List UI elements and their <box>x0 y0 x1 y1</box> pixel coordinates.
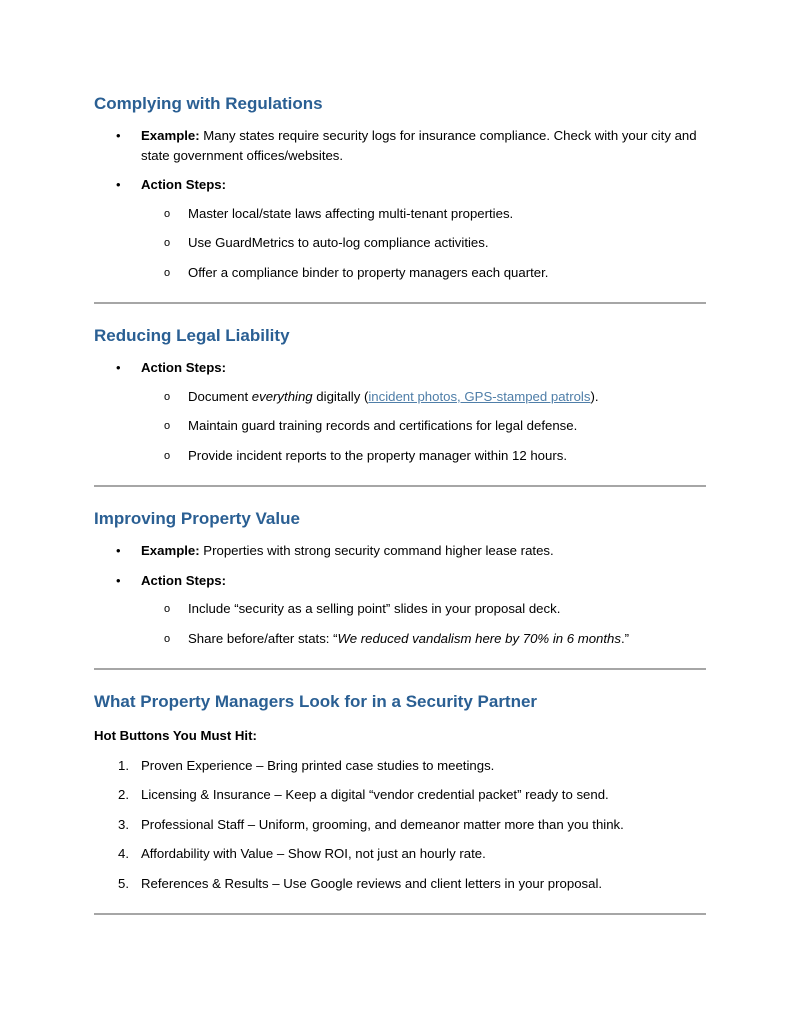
bullet-list <box>94 541 706 648</box>
step-text: Include “security as a selling point” slides in your proposal deck. <box>188 601 561 616</box>
sub-bullet-list <box>94 599 706 648</box>
item-text: Licensing & Insurance – Keep a digital “vendor credential packet” ready to send. <box>141 787 609 802</box>
item-number: 3. <box>118 816 129 832</box>
emphasis-text: We reduced vandalism here by 70% in 6 months <box>337 630 621 646</box>
sub-bullet-item <box>94 204 706 224</box>
bullet-icon: • <box>116 177 121 192</box>
incident-photos-link[interactable]: incident photos, GPS-stamped patrols <box>368 388 591 404</box>
item-number: 1. <box>118 757 129 773</box>
item-number: 5. <box>118 875 129 891</box>
horizontal-divider <box>94 302 706 304</box>
sub-bullet-item <box>94 263 706 283</box>
step-text: Share before/after stats: “ <box>188 630 338 646</box>
numbered-item <box>94 815 706 835</box>
sub-bullet-item <box>94 629 706 649</box>
horizontal-divider <box>94 668 706 670</box>
example-label: Example: <box>141 543 200 558</box>
item-text: Professional Staff – Uniform, grooming, and demeanor matter more than you think. <box>141 816 624 832</box>
step-text: Provide incident reports to the property manager within 12 hours. <box>188 447 567 463</box>
sub-bullet-list <box>94 204 706 283</box>
bullet-item-action-steps <box>94 358 706 465</box>
bullet-icon: • <box>116 543 121 558</box>
circle-bullet-icon: o <box>164 207 171 220</box>
step-text: Master local/state laws affecting multi-tenant properties. <box>188 205 514 221</box>
circle-bullet-icon: o <box>164 266 171 279</box>
emphasis-text: everything <box>251 388 313 404</box>
item-text: References & Results – Use Google reviews and client letters in your proposal. <box>141 875 603 891</box>
item-text: Proven Experience – Bring printed case studies to meetings. <box>141 757 495 773</box>
step-text: .” <box>621 630 630 646</box>
sub-bullet-item <box>94 387 706 407</box>
item-number: 4. <box>118 846 129 861</box>
bullet-item-action-steps <box>94 175 706 282</box>
section-what-property-managers-look-for <box>94 690 706 893</box>
example-label: Example: <box>141 128 200 143</box>
action-steps-label: Action Steps: <box>141 360 226 375</box>
sub-bullet-item <box>94 416 706 436</box>
bullet-icon: • <box>116 572 121 588</box>
horizontal-divider <box>94 485 706 487</box>
numbered-list <box>94 756 706 894</box>
sub-bullet-item <box>94 446 706 466</box>
circle-bullet-icon: o <box>164 237 171 249</box>
example-text: Many states require security logs for insurance compliance. Check with your city and state government offices/websites. <box>141 128 697 163</box>
section-heading: Improving Property Value <box>94 509 300 528</box>
item-text: Affordability with Value – Show ROI, not just an hourly rate. <box>141 846 486 861</box>
circle-bullet-icon: o <box>164 420 171 432</box>
step-text: Document <box>188 388 252 404</box>
section-complying-with-regulations <box>94 92 706 282</box>
bullet-list <box>94 126 706 282</box>
numbered-item <box>94 874 706 894</box>
numbered-item <box>94 756 706 776</box>
action-steps-label: Action Steps: <box>141 177 226 192</box>
sub-bullet-item <box>94 233 706 253</box>
section-heading: What Property Managers Look for in a Security Partner <box>94 692 538 711</box>
numbered-item <box>94 844 706 864</box>
section-heading: Complying with Regulations <box>94 94 323 113</box>
step-text: Use GuardMetrics to auto-log compliance activities. <box>188 235 489 250</box>
example-text: Properties with strong security command higher lease rates. <box>199 543 554 558</box>
item-number: 2. <box>118 787 129 802</box>
bullet-icon: • <box>116 128 121 143</box>
sub-bullet-item <box>94 599 706 619</box>
document-content <box>94 92 706 935</box>
horizontal-divider <box>94 913 706 915</box>
action-steps-label: Action Steps: <box>141 572 226 588</box>
bullet-list <box>94 358 706 465</box>
bullet-item-example <box>94 126 706 165</box>
circle-bullet-icon: o <box>164 390 171 403</box>
step-text: digitally ( <box>312 388 369 404</box>
bullet-item-action-steps <box>94 571 706 649</box>
bullet-icon: • <box>116 360 121 375</box>
sub-bullet-list <box>94 387 706 466</box>
section-heading: Reducing Legal Liability <box>94 326 290 345</box>
circle-bullet-icon: o <box>164 603 171 615</box>
section-improving-property-value <box>94 507 706 648</box>
section-reducing-legal-liability <box>94 324 706 465</box>
circle-bullet-icon: o <box>164 449 171 462</box>
step-text: ). <box>590 388 599 404</box>
numbered-item <box>94 785 706 805</box>
subheading: Hot Buttons You Must Hit: <box>94 728 257 743</box>
step-text: Maintain guard training records and certifications for legal defense. <box>188 418 578 433</box>
circle-bullet-icon: o <box>164 632 171 645</box>
bullet-item-example <box>94 541 706 561</box>
step-text: Offer a compliance binder to property managers each quarter. <box>188 264 549 280</box>
